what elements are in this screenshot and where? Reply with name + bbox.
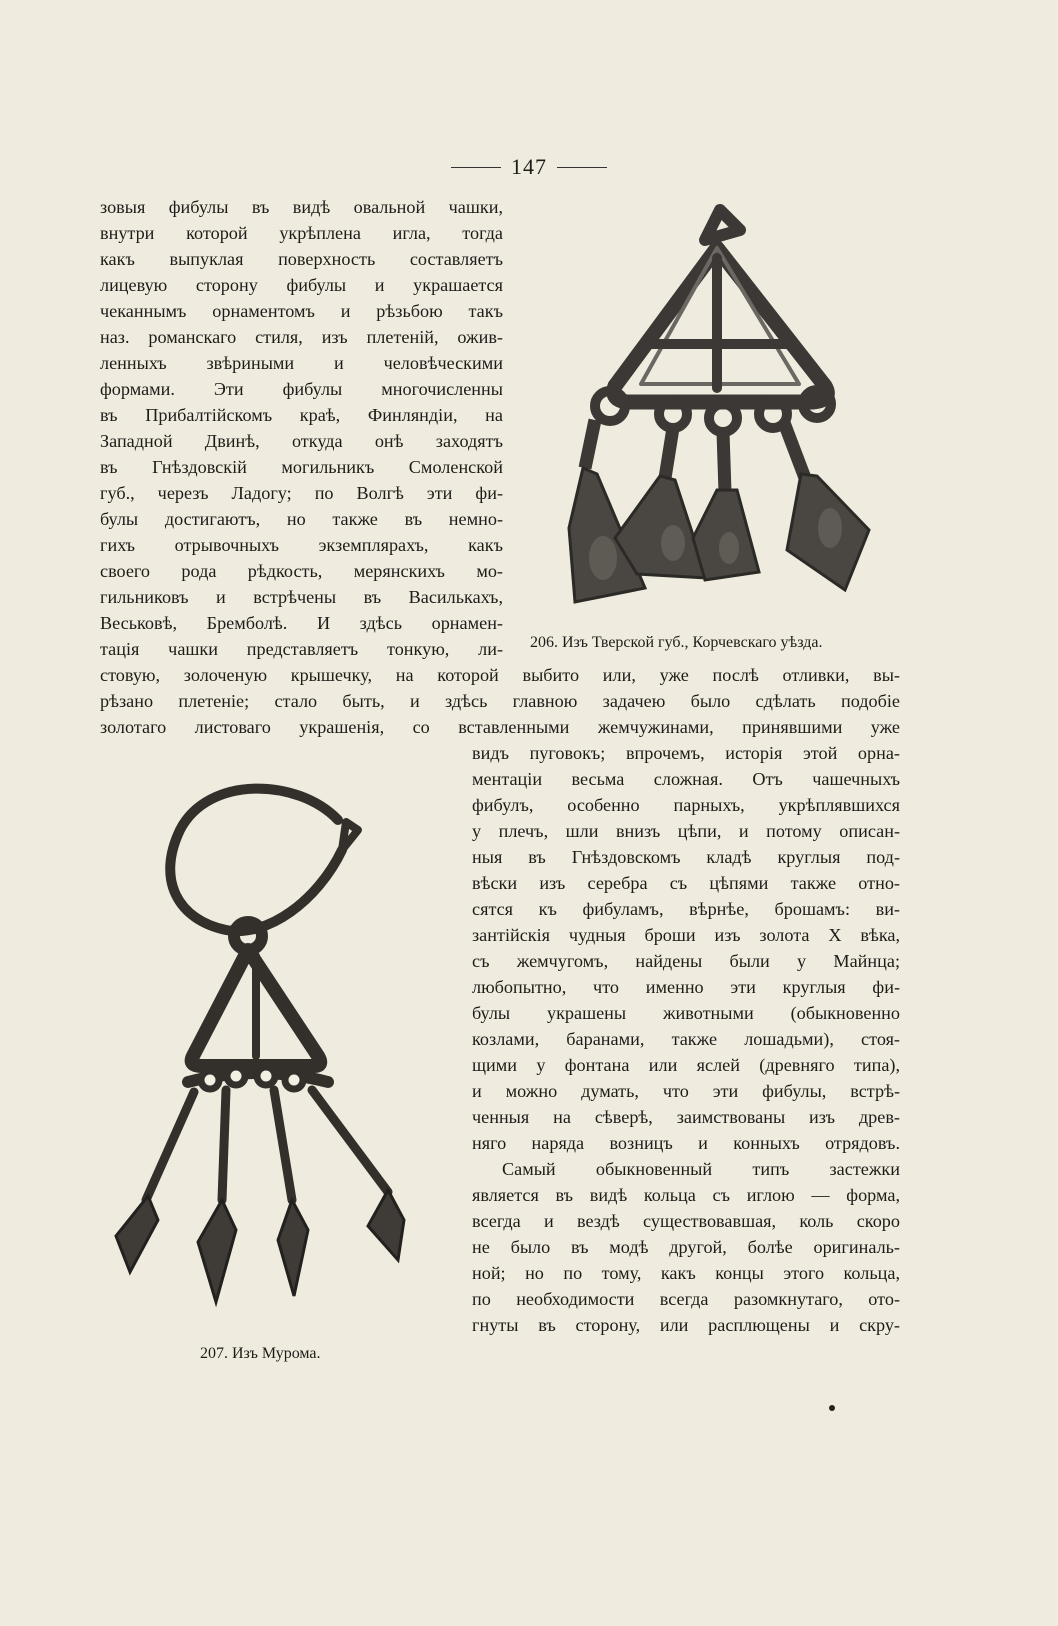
header-rule-left — [451, 167, 501, 168]
text-line: фибулъ, особенно парныхъ, укрѣплявшихся — [472, 795, 900, 815]
text-line: тація чашки представляетъ тонкую, ли- — [100, 639, 503, 659]
header-rule-right — [557, 167, 607, 168]
text-line: у плечъ, шли внизъ цѣпи, и потому описан- — [472, 821, 900, 841]
text-line: и можно думать, что эти фибулы, встрѣ- — [472, 1081, 900, 1101]
text-line: Западной Двинѣ, откуда онѣ заходятъ — [100, 431, 503, 451]
text-line: щими у фонтана или яслей (древняго типа), — [472, 1055, 900, 1075]
text-line: ленныхъ звѣриными и человѣческими — [100, 353, 503, 373]
text-line: гнуты въ сторону, или расплющены и скру- — [472, 1315, 900, 1335]
text-line: лицевую сторону фибулы и украшается — [100, 275, 503, 295]
text-line: въ Гнѣздовскій могильникъ Смоленской — [100, 457, 503, 477]
text-line: губ., черезъ Ладогу; по Волгѣ эти фи- — [100, 483, 503, 503]
text-line: какъ выпуклая поверхность составляетъ — [100, 249, 503, 269]
text-line: наз. романскаго стиля, изъ плетеній, ожив- — [100, 327, 503, 347]
text-line: внутри которой укрѣплена игла, тогда — [100, 223, 503, 243]
figure-206-pendant-image — [555, 188, 910, 618]
text-line: ной; но по тому, какъ концы этого кольца, — [472, 1263, 900, 1283]
text-line: няго наряда возницъ и конныхъ отрядовъ. — [472, 1133, 900, 1153]
text-line: формами. Эти фибулы многочисленны — [100, 379, 503, 399]
text-line: любопытно, что именно эти круглыя фи- — [472, 977, 900, 997]
text-line: своего рода рѣдкость, мерянскихъ мо- — [100, 561, 503, 581]
text-line: чеканнымъ орнаментомъ и рѣзьбою такъ — [100, 301, 503, 321]
text-line: рѣзано плетеніе; стало быть, и здѣсь главною задачею было сдѣлать подобіе — [100, 691, 900, 711]
figure-206-caption: 206. Изъ Тверской губ., Корчевскаго уѣзда. — [530, 634, 823, 651]
text-line: ныя въ Гнѣздовскомъ кладѣ круглыя под- — [472, 847, 900, 867]
printer-mark-dot — [829, 1405, 835, 1411]
text-line: зантійскія чудныя броши изъ золота X вѣка, — [472, 925, 900, 945]
text-line: въ Прибалтійскомъ краѣ, Финляндіи, на — [100, 405, 503, 425]
text-line: сятся къ фибуламъ, вѣрнѣе, брошамъ: ви- — [472, 899, 900, 919]
text-line: Самый обыкновенный типъ застежки — [502, 1159, 900, 1179]
text-line: гихъ отрывочныхъ экземплярахъ, какъ — [100, 535, 503, 555]
text-line: съ жемчугомъ, найдены были у Майнца; — [472, 951, 900, 971]
text-line: по необходимости всегда разомкнутаго, ото- — [472, 1289, 900, 1309]
text-line: зовыя фибулы въ видѣ овальной чашки, — [100, 197, 503, 217]
text-line: является въ видѣ кольца съ иглою — форма, — [472, 1185, 900, 1205]
text-line: гильниковъ и встрѣчены въ Василькахъ, — [100, 587, 503, 607]
text-line: козлами, баранами, также лошадьми), стоя- — [472, 1029, 900, 1049]
text-line: ментаціи весьма сложная. Отъ чашечныхъ — [472, 769, 900, 789]
text-line: булы украшены животными (обыкновенно — [472, 1003, 900, 1023]
page-number: 147 — [511, 154, 547, 179]
text-line: всегда и вездѣ существовавшая, коль скоро — [472, 1211, 900, 1231]
page-header — [0, 150, 1058, 184]
text-line: ченныя на сѣверѣ, заимствованы изъ древ- — [472, 1107, 900, 1127]
text-line: булы достигаютъ, но также въ немно- — [100, 509, 503, 529]
text-line: Веськовѣ, Бремболѣ. И здѣсь орнамен- — [100, 613, 503, 633]
text-line: стовую, золоченую крышечку, на которой выбито или, уже послѣ отливки, вы- — [100, 665, 900, 685]
text-line: видъ пуговокъ; впрочемъ, исторія этой орна- — [472, 743, 900, 763]
text-line: золотаго листоваго украшенія, со вставленными жемчужинами, принявшими уже — [100, 717, 900, 737]
text-line: не было въ модѣ другой, болѣе оригиналь- — [472, 1237, 900, 1257]
figure-207-pendant-image — [98, 780, 438, 1345]
figure-207-caption: 207. Изъ Мурома. — [200, 1345, 321, 1362]
text-line: вѣски изъ серебра съ цѣпями также отно- — [472, 873, 900, 893]
